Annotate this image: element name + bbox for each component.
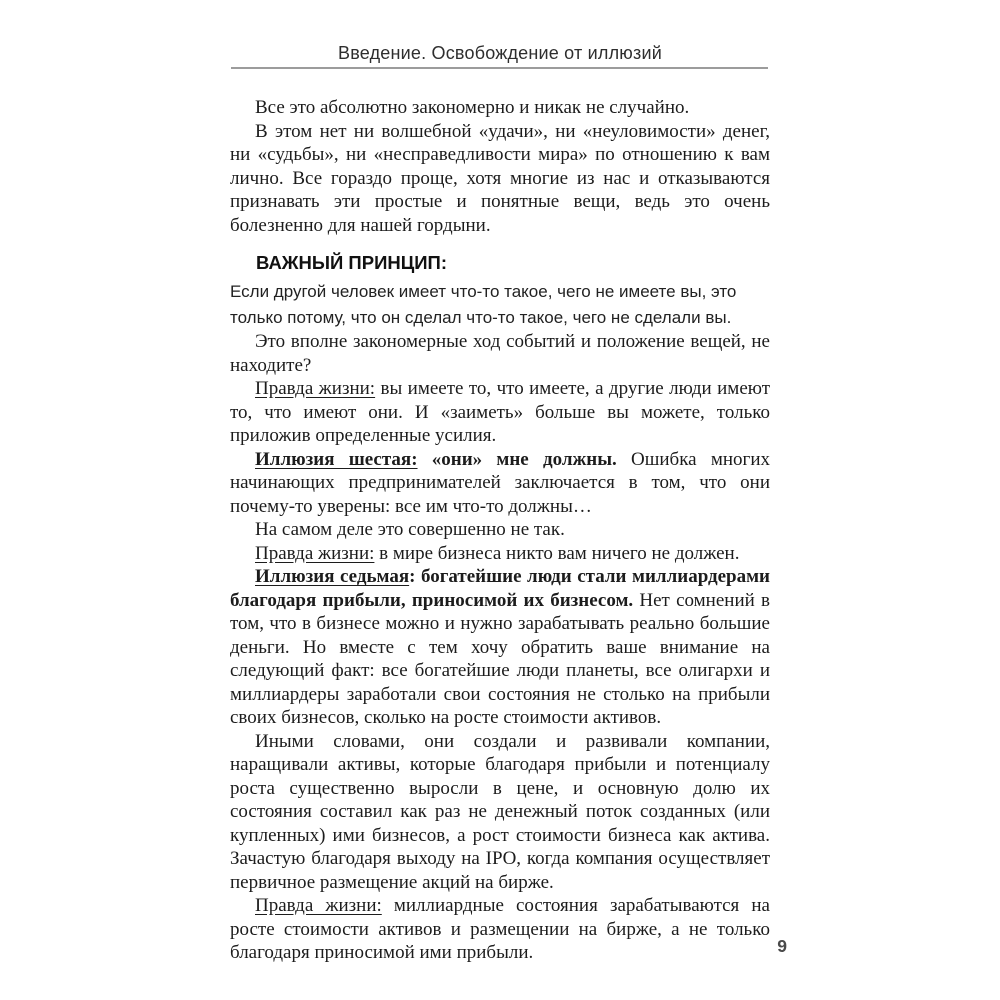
paragraph-commentary xyxy=(230,330,770,377)
text-run: : богатейшие люди стали миллиардерами благодаря прибыли, приносимой их бизнесом. xyxy=(230,566,771,611)
paragraph-intro-2 xyxy=(230,120,770,238)
text-run: Правда жизни: xyxy=(255,378,376,399)
text-run: Правда жизни: xyxy=(255,542,375,564)
paragraph-illusion-seven xyxy=(230,565,770,730)
text-run: На самом деле это совершенно не так. xyxy=(255,519,565,540)
text-run: ВАЖНЫЙ ПРИНЦИП: xyxy=(256,252,447,273)
paragraph-truth-2 xyxy=(230,542,770,566)
text-run: Если другой человек имеет что-то такое, чего не имеете вы, это только потому, что он сделал что-то такое, чего не сделали вы. xyxy=(230,282,737,327)
paragraph-reality xyxy=(230,518,770,542)
text-run: «они» мне должны. xyxy=(417,448,617,470)
text-run: в мире бизнеса никто вам ничего не должен. xyxy=(374,542,740,564)
header-rule xyxy=(231,67,768,69)
important-principle-heading xyxy=(256,251,770,274)
paragraph-truth-1 xyxy=(230,377,770,448)
text-run: Правда жизни: xyxy=(255,895,382,916)
text-run: Все это абсолютно закономерно и никак не случайно. xyxy=(255,97,690,118)
paragraph-intro-1 xyxy=(230,96,770,120)
running-header: Введение. Освобождение от иллюзий xyxy=(338,43,662,63)
page-number: 9 xyxy=(777,936,787,956)
text-run: Иными словами, они создали и развивали компании, наращивали активы, которые благодаря прибыли и потенциалу роста существенно выросли в цене, и основную долю их состояния составил как раз не денежный поток созданных (или купленных) ими бизнесов, а рост стоимости бизнеса как актива. Зачастую благодаря выходу на IPO, когда компания осуществляет первичное размещение акций на бирже. xyxy=(230,730,770,893)
text-run: Это вполне закономерные ход событий и положение вещей, не находите? xyxy=(230,331,770,376)
text-run: Нет сомнений в том, что в бизнесе можно и нужно зарабатывать реально большие деньги. Но вместе с тем хочу обратить ваше внимание на следующий факт: все богатейшие люди планеты, все олигархи и миллиардеры заработали свои состояния не столько на прибыли своих бизнесов, сколько на росте стоимости активов. xyxy=(230,589,770,728)
paragraph-assets xyxy=(230,730,770,895)
text-run: Иллюзия седьмая xyxy=(255,566,410,587)
text-run: Ошибка многих начинающих предпринимателей заключается в том, что они почему-то уверены: все им что-то должны… xyxy=(230,448,770,517)
page-body xyxy=(230,96,770,965)
text-run: миллиардные состояния зарабатываются на росте стоимости активов и размещении на бирже, а не только благодаря приносимой ими прибыли. xyxy=(230,895,770,963)
important-principle-text xyxy=(230,279,770,330)
text-run: В этом нет ни волшебной «удачи», ни «неуловимости» денег, ни «судьбы», ни «несправедливости мира» по отношению к вам лично. Все гораздо проще, хотя многие из нас и отказываются признавать эти простые и понятные вещи, ведь это очень болезненно для нашей гордыни. xyxy=(230,120,770,236)
paragraph-illusion-six xyxy=(230,448,770,519)
text-run: Иллюзия шестая: xyxy=(255,448,418,470)
text-run: вы имеете то, что имеете, а другие люди имеют то, что имеют они. И «заиметь» больше вы можете, только приложив определенные усилия. xyxy=(230,378,770,446)
